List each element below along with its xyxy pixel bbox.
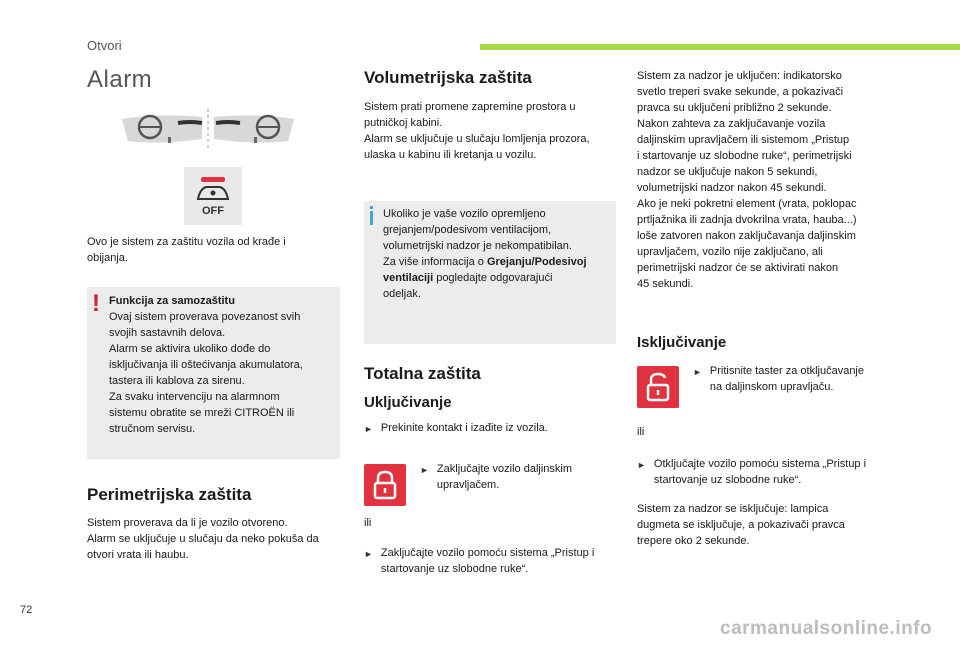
off-step-1: ► Pritisnite taster za otključavanje na daljinskom upravljaču. <box>693 365 864 393</box>
warning-box <box>87 287 340 459</box>
volumetric-title: Volumetrijska zaštita <box>364 68 532 87</box>
dashboard-illustration <box>118 109 298 151</box>
off-label: OFF <box>202 205 224 217</box>
alarm-title: Alarm <box>87 66 153 93</box>
section-label: Otvori <box>87 38 122 53</box>
chevron-right-icon: ► <box>364 549 373 559</box>
total-title: Totalna zaštita <box>364 364 481 383</box>
chevron-right-icon: ► <box>637 460 646 470</box>
watermark: carmanualsonline.info <box>720 618 933 639</box>
chevron-right-icon: ► <box>364 424 373 434</box>
volumetric-text: Sistem prati promene zapremine prostora u putničkoj kabini. Alarm se uključuje u slučaju lomljenja prozora, ulaska u kabinu ili kretanja u vozilu. <box>364 101 590 161</box>
off-final-text: Sistem za nadzor se isključuje: lampica dugmeta se isključuje, a pokazivači pravca trepere oko 2 sekunde. <box>637 503 845 547</box>
monitoring-text: Sistem za nadzor je uključen: indikatorsko svetlo treperi svake sekunde, a pokazivači pravca su uključeni približno 2 sekunde. Nakon zahteva za zaključavanje vozila daljinskim upravljačem ili sistemom „Pristup i startovanje uz slobodne ruke“, perimetrijski nadzor se uključuje nakon 5 sekundi, volumetrijski nadzor nakon 45 sekundi. Ako je neki pokretni element (vrata, poklopac prtljažnika ili zadnja dvokrilna vrata, hauba...) loše zatvoren nakon zaključavanja daljinskim upravljačem, vozilo nije zaključano, ali perimetrijski nadzor će se aktivirati nakon 45 sekundi. <box>637 70 857 290</box>
padlock-open-icon <box>637 366 679 408</box>
chevron-right-icon: ► <box>693 367 702 377</box>
lock-button-icon <box>364 464 406 506</box>
info-text: Ukoliko je vaše vozilo opremljeno grejanjem/podesivom ventilacijom, volumetrijski nadzor je nekompatibilan. Za više informacija o Grejanju/Podesivoj ventilaciji pogledajte odgovarajući odeljak. <box>383 208 587 300</box>
total-step-1: ► Prekinite kontakt i izađite iz vozila. <box>364 420 619 437</box>
alarm-off-button-illustration <box>184 167 242 225</box>
warning-text: Funkcija za samozaštitu Ovaj sistem proverava povezanost svih svojih sastavnih delova. Alarm se aktivira ukoliko dođe do isključivanja ili oštećivanja akumulatora, tastera ili kablova za sirenu. Za svaku intervenciju na alarmnom sistemu obratite se mreži CITROËN ili stručnom servisu. <box>109 295 303 435</box>
unlock-button-icon <box>637 366 679 408</box>
perimeter-text: Sistem proverava da li je vozilo otvoreno. Alarm se uključuje u slučaju da neko pokuša da otvori vrata ili haubu. <box>87 517 319 561</box>
total-step-2: ► Zaključajte vozilo daljinskim upravljačem. <box>420 463 573 491</box>
warning-exclamation-icon: ! <box>92 290 100 317</box>
padlock-closed-icon <box>364 464 406 506</box>
total-on-title: Uključivanje <box>364 394 452 411</box>
info-icon <box>370 206 373 226</box>
off-step-2: ► Otključajte vozilo pomoću sistema „Pristup i startovanje uz slobodne ruke“. <box>637 458 867 486</box>
off-title: Isključivanje <box>637 334 727 351</box>
chevron-right-icon: ► <box>420 465 429 475</box>
section-accent-bar <box>480 44 960 50</box>
alarm-intro: Ovo je sistem za zaštitu vozila od krađe i obijanja. <box>87 236 286 264</box>
page-number: 72 <box>20 604 33 616</box>
info-box <box>364 201 616 344</box>
total-step-3: ► Zaključajte vozilo pomoću sistema „Pristup i startovanje uz slobodne ruke“. <box>364 547 595 575</box>
off-or: ili <box>637 426 645 438</box>
perimeter-title: Perimetrijska zaštita <box>87 485 252 504</box>
total-or: ili <box>364 517 372 529</box>
